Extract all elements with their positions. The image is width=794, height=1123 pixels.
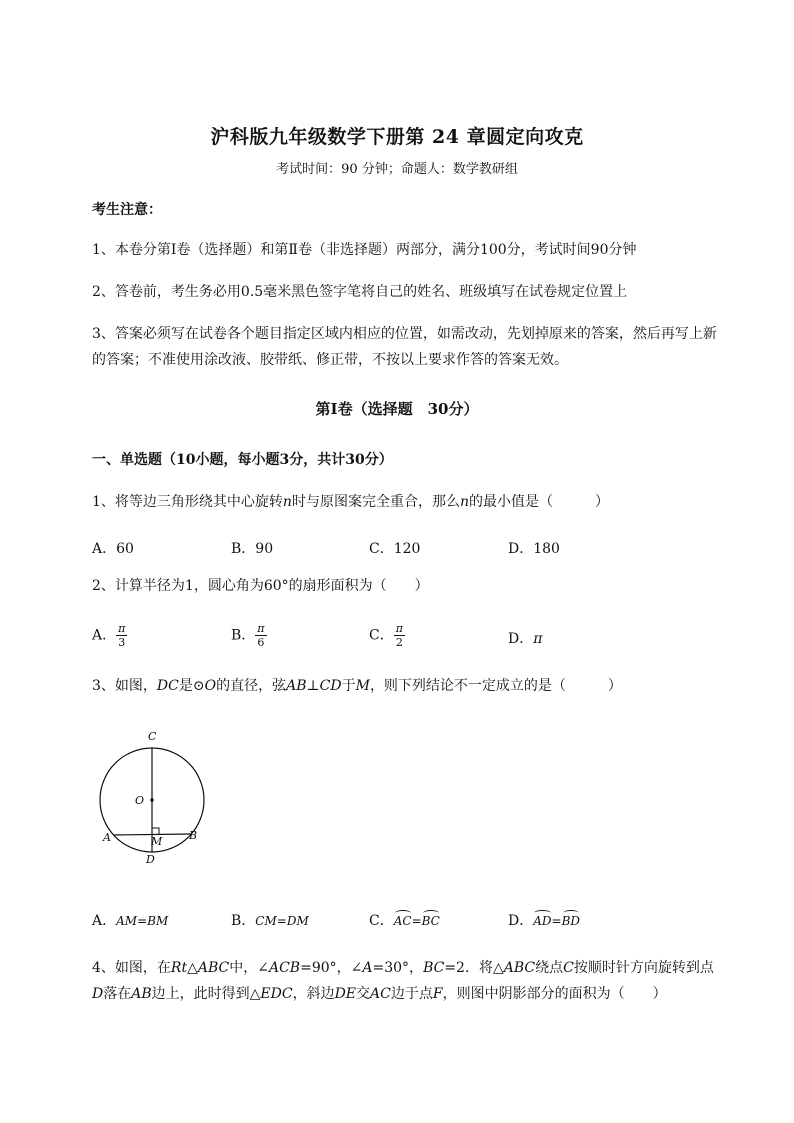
notice-item-2: 2、答卷前，考生务必用0.5毫米黑色签字笔将自己的姓名、班级填写在试卷规定位置上 (92, 284, 628, 300)
label-o: O (135, 794, 145, 807)
q3-option-c[interactable]: C．AC=BC (369, 913, 440, 929)
notice-item-3-cont: 的答案；不准使用涂改液、胶带纸、修正带，不按以上要求作答的答案无效。 (92, 352, 568, 368)
notice-item-1: 1、本卷分第Ⅰ卷（选择题）和第Ⅱ卷（非选择题）两部分，满分100分，考试时间90分钟 (92, 242, 637, 258)
notice-heading: 考生注意： (92, 202, 162, 218)
q3-option-b[interactable]: B．CM=DM (231, 913, 309, 929)
label-c: C (148, 730, 157, 743)
notice-item-3: 3、答案必须写在试卷各个题目指定区域内相应的位置，如需改动，先划掉原来的答案，然后再写上新 (92, 326, 717, 342)
q2-option-c[interactable]: C． $\frac{\pi}{2}$ (369, 622, 403, 649)
arc-bc: BC (421, 914, 440, 928)
label-m: M (151, 835, 163, 848)
q2-option-b[interactable]: B． $\frac{\pi}{6}$ (231, 622, 265, 649)
arc-ac: AC (393, 914, 412, 928)
question-1: 1、将等边三角形绕其中心旋转n时与原图案完全重合，那么n的最小值是（ ） (92, 494, 609, 510)
q2-option-a[interactable]: A． $\frac{\pi}{3}$ (92, 622, 126, 649)
label-d: D (146, 853, 155, 866)
question-4-line-1: 4、如图，在Rt△ABC中，∠ACB=90°，∠A=30°，BC=2．将△ABC绕点C按顺时针方向旋转到点 (92, 960, 714, 976)
question-4-line-2: D落在AB边上，此时得到△EDC，斜边DE交AC边于点F，则图中阴影部分的面积为（ ） (92, 986, 667, 1002)
q1-option-b[interactable]: B．90 (231, 541, 274, 557)
q1-option-d[interactable]: D．180 (508, 541, 560, 557)
section-title: 第Ⅰ卷（选择题 30分） (315, 400, 479, 418)
right-angle-mark (152, 828, 159, 834)
circle-figure (94, 724, 224, 869)
question-3: 3、如图，DC是⊙O的直径，弦AB⊥CD于M，则下列结论不一定成立的是（ ） (92, 678, 622, 694)
q3-option-d[interactable]: D．AD=BD (508, 913, 581, 929)
center-point (150, 798, 154, 802)
page-title: 沪科版九年级数学下册第 24 章圆定向攻克 (210, 126, 584, 148)
fraction: $\frac{\pi}{2}$ (395, 622, 403, 649)
q1-option-a[interactable]: A．60 (92, 541, 134, 557)
part-title: 一、单选题（10小题，每小题3分，共计30分） (92, 452, 393, 468)
q3-option-a[interactable]: A．AM=BM (92, 913, 169, 929)
label-b: B (189, 829, 198, 842)
question-2: 2、计算半径为1，圆心角为60°的扇形面积为（ ） (92, 578, 429, 594)
fraction: $\frac{\pi}{6}$ (257, 622, 265, 649)
arc-bd: BD (561, 914, 581, 928)
fraction: $\frac{\pi}{3}$ (118, 622, 126, 649)
q2-option-d[interactable]: D．π (508, 631, 543, 647)
label-a: A (103, 831, 111, 844)
exam-info: 考试时间：90 分钟；命题人：数学教研组 (276, 162, 518, 177)
q1-option-c[interactable]: C．120 (369, 541, 421, 557)
arc-ad: AD (533, 914, 552, 928)
